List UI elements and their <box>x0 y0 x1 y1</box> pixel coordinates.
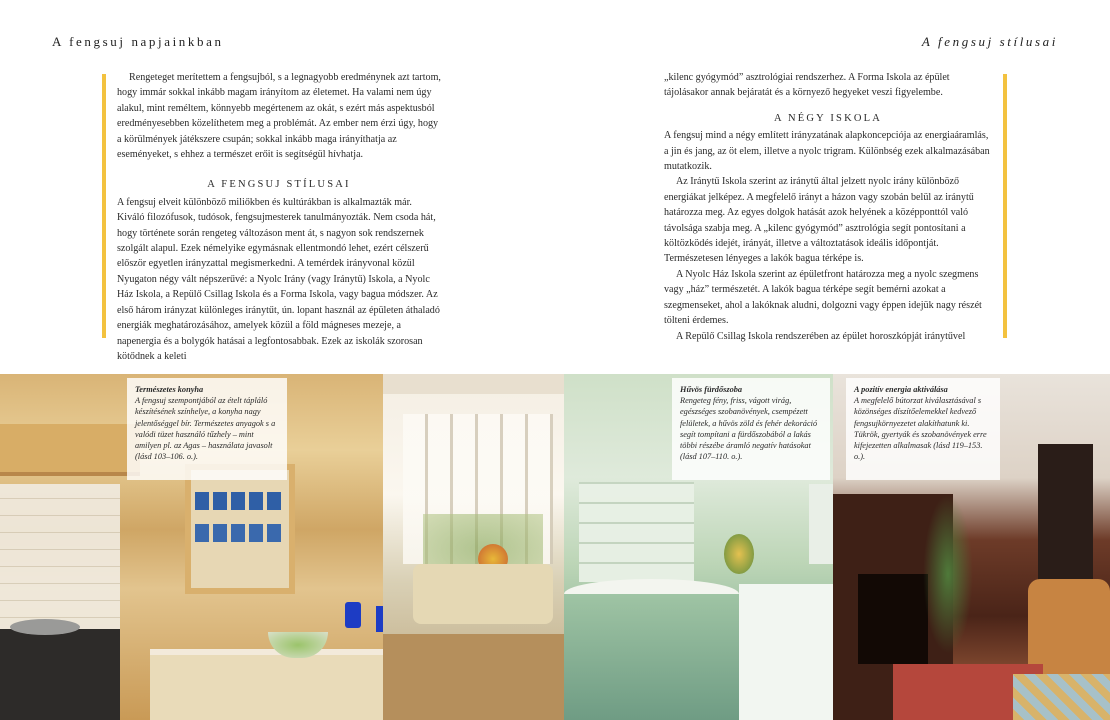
conservatory-photo <box>383 374 564 720</box>
caption-positive-energy <box>846 378 1000 480</box>
accent-bar-left <box>102 74 106 338</box>
caption-title: Hűvös fürdőszoba <box>680 385 743 394</box>
schools-paragraph-2: Az Iránytű Iskola szerint az iránytű által jelzett nyolc irány különböző energiákat jelképez. A megfelelő irányt a házon vagy szobán belül az iránytű határozza meg. Az egyes dolgok hatását azok helyének a középponttól való távolsága szabja meg. A „kilenc gyógymód” asztrológia segít pontosítani a költözködés idejét, irányát, illetve a változtatások ideális időpontját. Természetesen lényeges a lakók bagua térképe is. <box>664 176 974 265</box>
running-head-left: A fengsuj napjainkban <box>52 34 224 49</box>
caption-text: A megfelelő bútorzat kiválasztásával s közönséges díszítőelemekkel kedvező fengsujkörnyezetet alakíthatunk ki. Tükrök, gyertyák és szobanövények erre kifejezetten alkalmasak (lásd 119–153. o.). <box>854 396 987 462</box>
intro-paragraph: Rengeteget merítettem a fengsujból, s a legnagyobb eredménynek azt tartom, hogy immár sokkal inkább magam irányítom az életemet. Ha valami nem úgy alakul, mint reméltem, könnyebb megértenem az okát, s ezért más aspektusból eredményesebben közelíthetem meg a problémát. Az ember nem érzi úgy, hogy a körülmények játékszere csupán; sokkal inkább maga irányíthatja az eseményeket, s ehhez a természet erőit is segítségül hívhatja. <box>117 72 441 161</box>
schools-paragraph-3: A Nyolc Ház Iskola szerint az épületfront határozza meg a nyolc szegmens vagy „ház” természetét. A lakók bagua térképe segít bemérni azokat a szegmenseket, ahol a lakóknak aludni, dolgozni vagy éppen idejük nagy részét tölteni érdemes. <box>664 268 982 327</box>
schools-paragraph-1: A fengsuj mind a négy említett irányzatának alapkoncepciója az energiaáramlás, a jin és jang, az öt elem, illetve a nyolc trigram. Különbség ezek alkalmazásában mutatkozik. <box>664 130 990 173</box>
left-text-column <box>117 70 441 364</box>
section-heading-four-schools: A NÉGY ISKOLA <box>773 112 883 124</box>
running-head-right: A fengsuj stílusai <box>921 34 1058 49</box>
continuation-paragraph: „kilenc gyógymód” asztrológiai rendszerhez. A Forma Iskola az épület tájolásakor annak bejáratát és a környező hegyeket veszi figyelembe. <box>664 72 950 99</box>
caption-text: Rengeteg fény, friss, vágott virág, egészséges szobanövények, csempézett felületek, a hűvös zöld és fehér dekoráció segít tompítani a fürdőszobából a lakás többi részébe áramló negatív hatásokat (lásd 107–110. o.). <box>680 396 818 462</box>
styles-paragraph: A fengsuj elveit különböző miliőkben és kultúrákban is alkalmazták már. Kiváló filozófusok, tudósok, fengsujmesterek tanulmányozták. Nem csoda hát, hogy története során rengeteg változáson ment át, s nagyon sok rendszernek szolgált alapul. Ezek némelyike egymásnak ellentmondó lehet, ezért célszerű először egyetlen irányzattal megismerkedni. A temérdek irányvonal közül Nyugaton négy vált népszerűvé: a Nyolc Irány (vagy Iránytű) Iskola, a Nyolc Ház Iskola, a Repülő Csillag Iskola és a Forma Iskola, vagy bagua módszer. Az első három irányzat különleges iránytűt, ún. lopant használ az épületen áthaladó energiák meghatározásához, amelyek közül a föld mágneses mezeje, a napenergia és a bolygók hatásai a legfontosabbak. Ezek az iskolák szorosan kötődnek a keleti <box>117 196 440 362</box>
caption-title: A pozitív energia aktiválása <box>854 385 948 394</box>
right-text-column <box>664 70 992 344</box>
caption-bathroom <box>672 378 830 480</box>
accent-bar-right <box>1003 74 1007 338</box>
caption-kitchen <box>127 378 287 480</box>
caption-title: Természetes konyha <box>135 385 204 394</box>
section-heading-styles: A FENGSUJ STÍLUSAI <box>207 179 351 191</box>
caption-text: A fengsuj szempontjából az ételt tápláló készítésének színhelye, a konyha nagy jelentőséggel bír. Természetes anyagok s a valódi tüzet használó tűzhely – mint amilyen pl. az Agas – használata javasolt (lásd 103–106. o.). <box>135 396 276 462</box>
schools-paragraph-4: A Repülő Csillag Iskola rendszerében az épület horoszkópját iránytűvel <box>676 330 966 342</box>
